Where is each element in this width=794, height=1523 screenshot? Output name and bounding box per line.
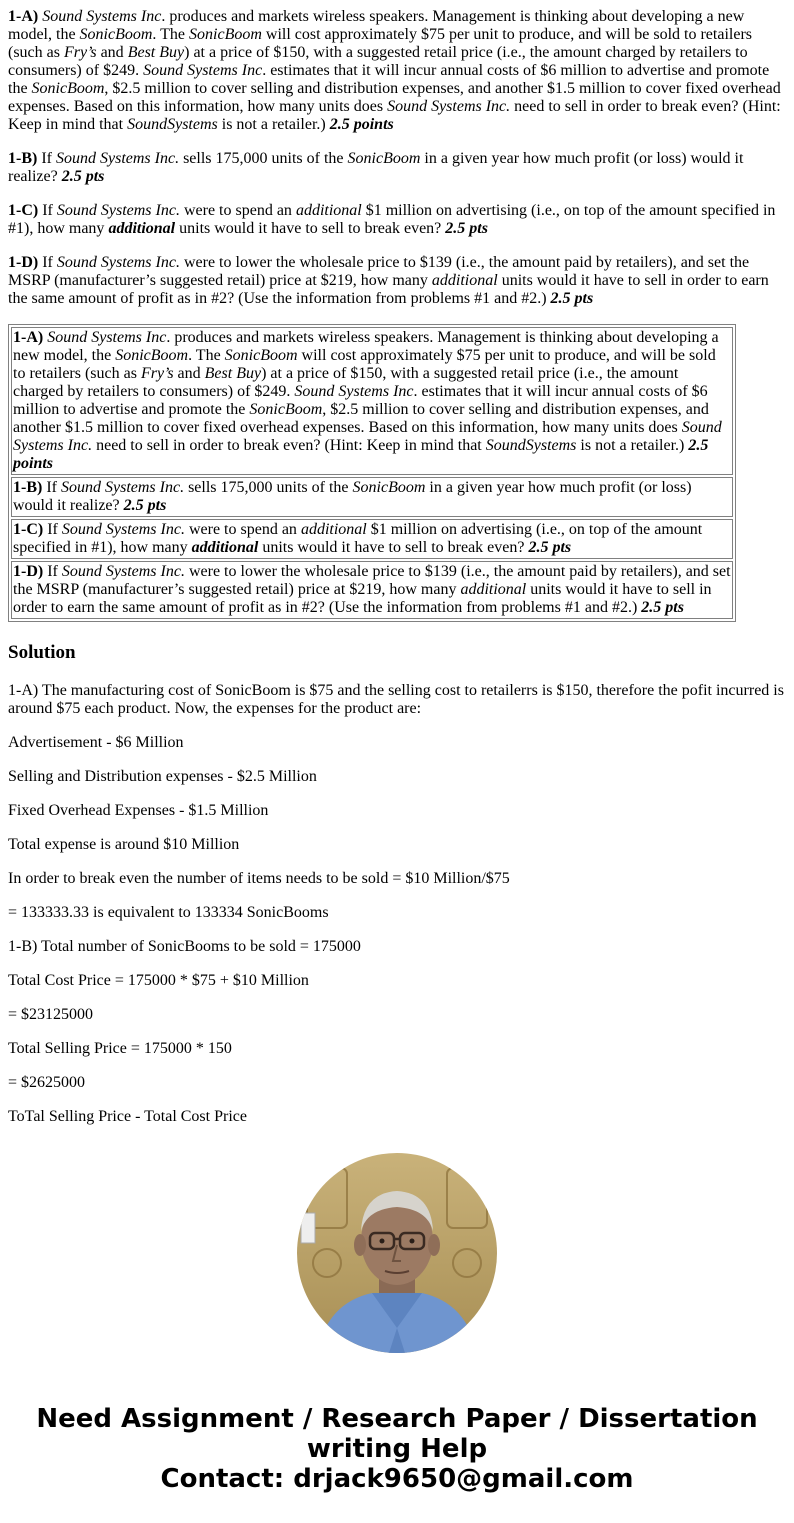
solution-line: Total Cost Price = 175000 * $75 + $10 Million: [8, 972, 309, 989]
solution-line: Advertisement - $6 Million: [8, 734, 184, 751]
question-1b: 1-B) If Sound Systems Inc. sells 175,000 units of the SonicBoom in a given year how much profit (or loss) would it realize? 2.5 pts: [8, 150, 744, 185]
solution-line: 1-A) The manufacturing cost of SonicBoom is $75 and the selling cost to retailerrs is $150, therefore the pofit incurred is around $75 each product. Now, the expenses for the product are:: [8, 682, 784, 717]
contact-email[interactable]: Contact: drjack9650@gmail.com: [160, 1464, 634, 1494]
table-cell-1c: 1-C) If Sound Systems Inc. were to spend an additional $1 million on advertising (i.e., on top of the amount specified in #1), how many additional units would it have to sell to break even? 2.5 pts: [11, 519, 733, 559]
avatar: [297, 1153, 497, 1353]
solution-line: = $23125000: [8, 1006, 94, 1023]
question-paragraphs: [8, 8, 786, 308]
solution-heading: Solution: [8, 642, 76, 663]
question-table: [8, 324, 736, 622]
question-1a: 1-A) Sound Systems Inc. produces and markets wireless speakers. Management is thinking about developing a new model, the SonicBoom. The SonicBoom will cost approximately $75 per unit to produce, and will be sold to retailers (such as Fry’s and Best Buy) at a price of $150, with a suggested retail price (i.e., the amount charged by retailers to consumers) of $249. Sound Systems Inc. estimates that it will incur annual costs of $6 million to advertise and promote the SonicBoom, $2.5 million to cover selling and distribution expenses, and another $1.5 million to cover fixed overhead expenses. Based on this information, how many units does Sound Systems Inc. need to sell in order to break even? (Hint: Keep in mind that SoundSystems is not a retailer.) 2.5 points: [8, 8, 781, 133]
question-1d: 1-D) If Sound Systems Inc. were to lower the wholesale price to $139 (i.e., the amount paid by retailers), and set the MSRP (manufacturer’s suggested retail) price at $219, how many additional units would it have to sell in order to earn the same amount of profit as in #2? (Use the information from problems #1 and #2.) 2.5 pts: [8, 254, 769, 307]
solution-line: Total Selling Price = 175000 * 150: [8, 1040, 232, 1057]
table-cell-1d: 1-D) If Sound Systems Inc. were to lower the wholesale price to $139 (i.e., the amount paid by retailers), and set the MSRP (manufacturer’s suggested retail) price at $219, how many additional units would it have to sell in order to earn the same amount of profit as in #2? (Use the information from problems #1 and #2.) 2.5 pts: [11, 561, 733, 619]
question-1c: 1-C) If Sound Systems Inc. were to spend an additional $1 million on advertising (i.e., on top of the amount specified in #1), how many additional units would it have to sell to break even? 2.5 pts: [8, 202, 776, 237]
promo-banner: [0, 1404, 794, 1494]
table-row: [11, 477, 733, 517]
solution-line: ToTal Selling Price - Total Cost Price: [8, 1108, 247, 1125]
solution-line: Selling and Distribution expenses - $2.5 Million: [8, 768, 317, 785]
table-cell-1b: 1-B) If Sound Systems Inc. sells 175,000 units of the SonicBoom in a given year how much profit (or loss) would it realize? 2.5 pts: [11, 477, 733, 517]
table-row: [11, 519, 733, 559]
table-cell-1a: 1-A) Sound Systems Inc. produces and markets wireless speakers. Management is thinking about developing a new model, the SonicBoom. The SonicBoom will cost approximately $75 per unit to produce, and will be sold to retailers (such as Fry’s and Best Buy) at a price of $150, with a suggested retail price (i.e., the amount charged by retailers to consumers) of $249. Sound Systems Inc. estimates that it will incur annual costs of $6 million to advertise and promote the SonicBoom, $2.5 million to cover selling and distribution expenses, and another $1.5 million to cover fixed overhead expenses. Based on this information, how many units does Sound Systems Inc. need to sell in order to break even? (Hint: Keep in mind that SoundSystems is not a retailer.) 2.5 points: [11, 327, 733, 475]
avatar-photo: [297, 1153, 497, 1353]
promo-line: writing Help: [306, 1434, 488, 1464]
solution-line: Total expense is around $10 Million: [8, 836, 240, 853]
solution-line: 1-B) Total number of SonicBooms to be sold = 175000: [8, 938, 361, 955]
solution-body: [8, 682, 786, 1126]
solution-line: Fixed Overhead Expenses - $1.5 Million: [8, 802, 269, 819]
solution-line: = $2625000: [8, 1074, 86, 1091]
promo-line: Need Assignment / Research Paper / Dissertation: [36, 1404, 758, 1434]
table-row: [11, 561, 733, 619]
table-row: [11, 327, 733, 475]
solution-line: In order to break even the number of items needs to be sold = $10 Million/$75: [8, 870, 510, 887]
solution-line: = 133333.33 is equivalent to 133334 SonicBooms: [8, 904, 329, 921]
